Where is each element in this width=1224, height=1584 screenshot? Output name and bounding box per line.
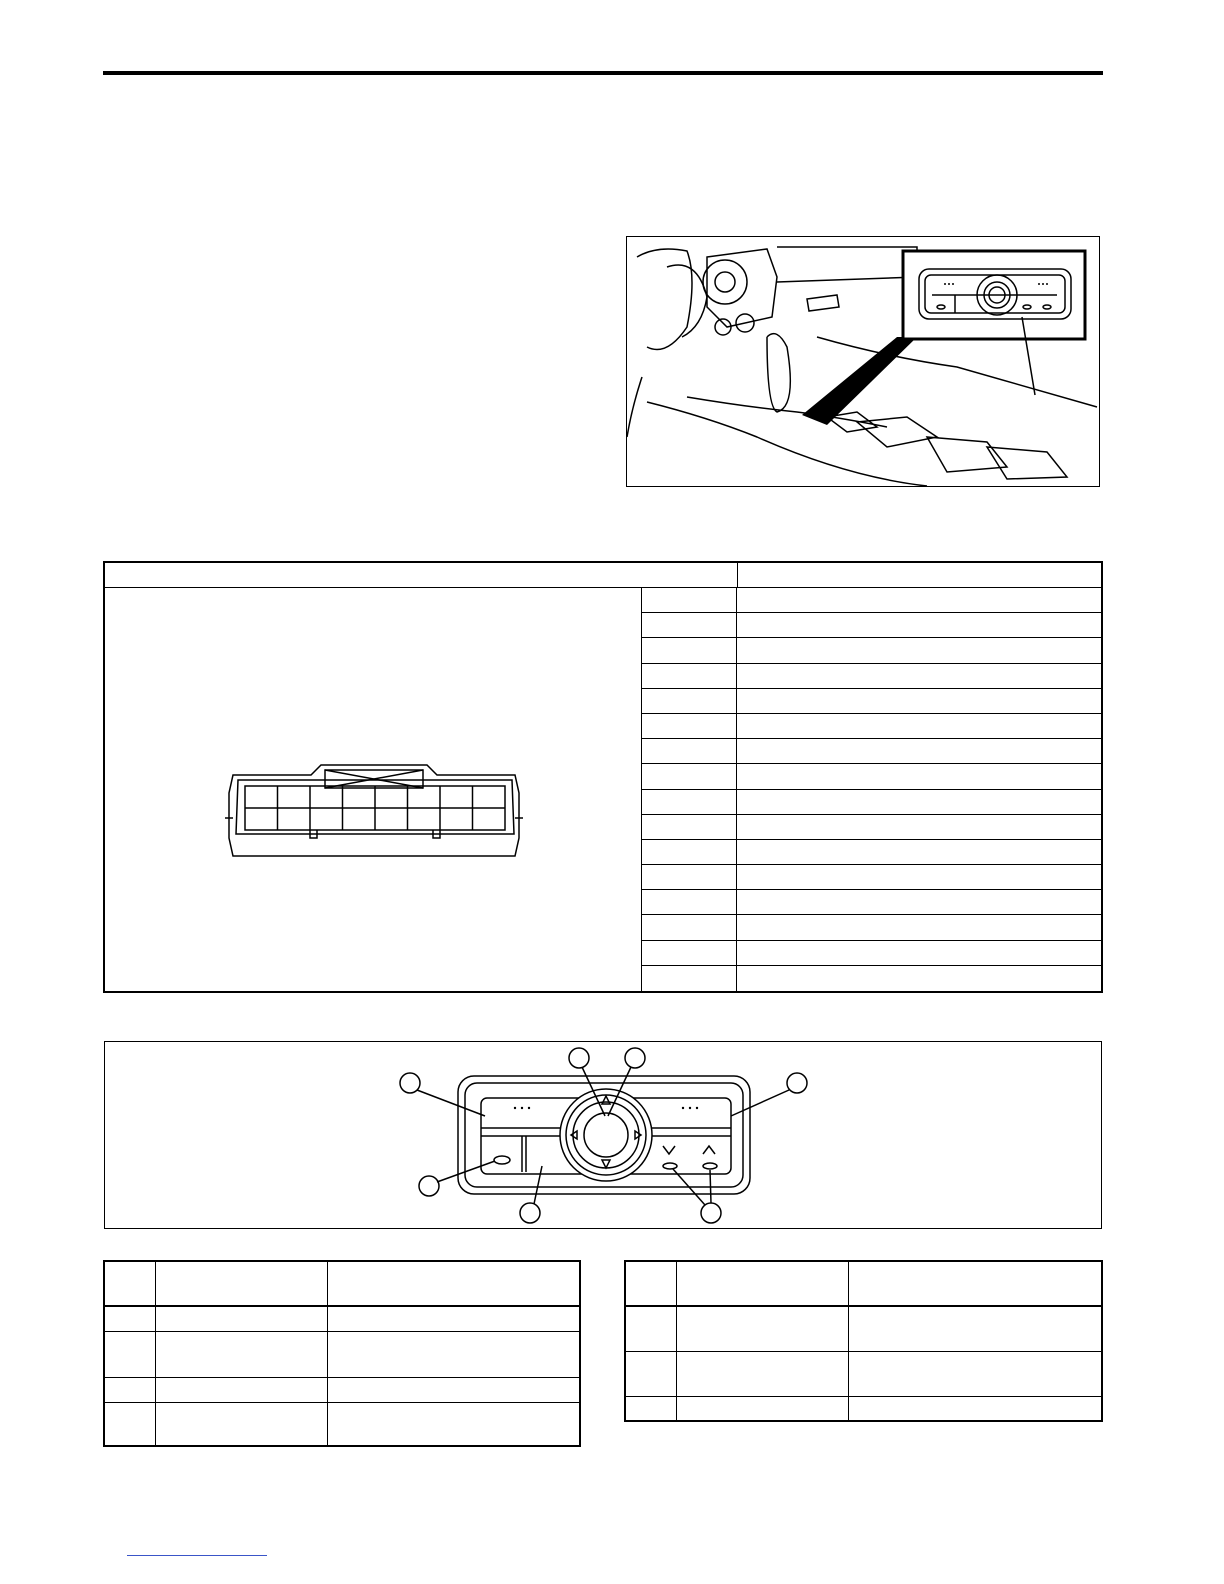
terminal-description [737,790,1101,814]
table-row [642,588,1101,613]
table-cell [626,1307,677,1351]
terminal-number [642,941,737,965]
terminal-description [737,941,1101,965]
parts-table-right [624,1260,1103,1422]
terminal-number [642,689,737,713]
terminal-description [737,613,1101,637]
table-row [642,915,1101,940]
column-header [626,1262,677,1305]
terminal-description [737,714,1101,738]
table-cell [677,1352,849,1396]
table-cell [849,1397,1101,1420]
table-row [642,815,1101,840]
table-row [642,739,1101,764]
switch-panel-figure [104,1041,1102,1229]
terminal-number [642,764,737,788]
table-header-row [105,1262,579,1307]
table-cell [328,1378,579,1402]
table-cell [849,1307,1101,1351]
table-row [642,941,1101,966]
terminal-number [642,966,737,991]
table-row [642,714,1101,739]
table-cell [156,1307,328,1331]
terminal-number [642,714,737,738]
table-cell [105,1332,156,1377]
table-row [642,790,1101,815]
column-header [156,1262,328,1305]
terminal-number [642,588,737,612]
table-cell [328,1307,579,1331]
terminal-description [737,840,1101,864]
terminal-description [737,890,1101,914]
terminal-number [642,890,737,914]
terminal-number [642,840,737,864]
terminal-number [642,739,737,763]
terminal-number [642,865,737,889]
table-row [642,840,1101,865]
table-row [105,1332,579,1378]
table-row [626,1352,1101,1397]
terminal-description [737,915,1101,939]
table-row [642,865,1101,890]
console-location-figure [626,236,1100,487]
table-cell [328,1403,579,1445]
table-cell [626,1352,677,1396]
table-cell [677,1397,849,1420]
table-row [642,890,1101,915]
terminal-list [642,588,1101,991]
table-row [626,1397,1101,1420]
connector-face-diagram [105,588,641,991]
table-cell [156,1403,328,1445]
table-row [105,1307,579,1332]
table-row [626,1307,1101,1352]
terminal-description [737,664,1101,688]
column-header [677,1262,849,1305]
table-cell [849,1352,1101,1396]
table-row [105,1378,579,1403]
console-location-illustration [627,237,1099,486]
parts-table-left [103,1260,581,1447]
switch-panel-illustration [105,1042,1101,1228]
table-row [642,638,1101,663]
terminal-description [737,588,1101,612]
terminal-number [642,664,737,688]
table-row [642,764,1101,789]
table-row [105,1403,579,1445]
footer-link-underline[interactable] [127,1555,267,1556]
table-cell [105,1307,156,1331]
table-cell [328,1332,579,1377]
column-header [105,1262,156,1305]
column-header [328,1262,579,1305]
table-header-row [626,1262,1101,1307]
table-row [642,966,1101,991]
connector-table-header [105,563,1101,588]
column-header [849,1262,1101,1305]
table-row [642,613,1101,638]
terminal-number [642,815,737,839]
top-rule [103,71,1103,75]
terminal-number [642,638,737,662]
terminal-description [737,865,1101,889]
terminal-description [737,689,1101,713]
connector-terminal-table [103,561,1103,993]
terminal-number [642,790,737,814]
table-cell [105,1378,156,1402]
terminal-description [737,764,1101,788]
terminal-description [737,966,1101,991]
table-cell [156,1378,328,1402]
table-cell [156,1332,328,1377]
table-row [642,689,1101,714]
terminal-number [642,613,737,637]
table-cell [105,1403,156,1445]
terminal-description [737,638,1101,662]
connector-diagram-cell [105,588,642,991]
table-row [642,664,1101,689]
terminal-description [737,815,1101,839]
terminal-description [737,739,1101,763]
terminal-number [642,915,737,939]
table-cell [626,1397,677,1420]
table-cell [677,1307,849,1351]
